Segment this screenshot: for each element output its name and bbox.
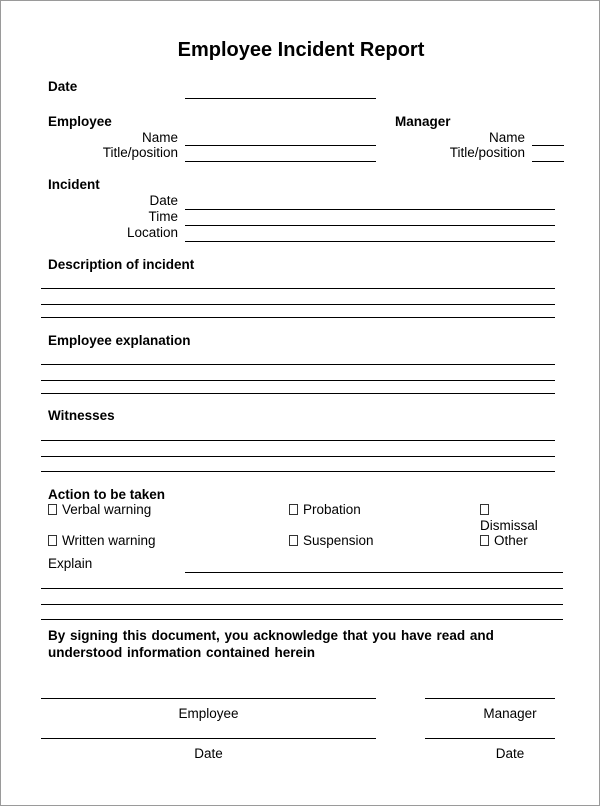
explain-label: Explain bbox=[48, 556, 93, 571]
incident-time-label: Time bbox=[148, 209, 178, 224]
manager-heading: Manager bbox=[395, 114, 451, 129]
employee-name-field[interactable] bbox=[185, 145, 376, 146]
explanation-line[interactable] bbox=[41, 364, 555, 365]
manager-date-line[interactable] bbox=[425, 738, 555, 739]
other-checkbox[interactable]: Other bbox=[480, 533, 528, 549]
checkbox-icon bbox=[48, 504, 57, 515]
witnesses-line[interactable] bbox=[41, 471, 555, 472]
description-line[interactable] bbox=[41, 304, 555, 305]
checkbox-icon bbox=[48, 535, 57, 546]
checkbox-icon bbox=[289, 535, 298, 546]
dismissal-checkbox[interactable]: Dismissal bbox=[480, 502, 538, 534]
employee-heading: Employee bbox=[48, 114, 112, 129]
witnesses-line[interactable] bbox=[41, 456, 555, 457]
date-label: Date bbox=[48, 79, 78, 94]
manager-signature-label: Manager bbox=[483, 706, 537, 721]
explanation-heading: Employee explanation bbox=[48, 333, 191, 348]
action-heading: Action to be taken bbox=[48, 487, 166, 502]
incident-date-field[interactable] bbox=[185, 209, 555, 210]
written-warning-checkbox[interactable]: Written warning bbox=[48, 533, 156, 549]
explain-field[interactable] bbox=[185, 572, 563, 573]
employee-date-line[interactable] bbox=[41, 738, 376, 739]
manager-name-label: Name bbox=[488, 130, 525, 145]
explanation-line[interactable] bbox=[41, 380, 555, 381]
suspension-checkbox[interactable]: Suspension bbox=[289, 533, 374, 549]
manager-title-field[interactable] bbox=[532, 161, 564, 162]
manager-name-field[interactable] bbox=[532, 145, 564, 146]
explain-line[interactable] bbox=[41, 619, 563, 620]
checkbox-icon bbox=[480, 535, 489, 546]
incident-heading: Incident bbox=[48, 177, 100, 192]
verbal-warning-checkbox[interactable]: Verbal warning bbox=[48, 502, 151, 518]
employee-date-label: Date bbox=[194, 746, 223, 761]
date-field[interactable] bbox=[185, 98, 376, 99]
incident-location-label: Location bbox=[126, 225, 178, 240]
incident-time-field[interactable] bbox=[185, 225, 555, 226]
employee-title-field[interactable] bbox=[185, 161, 376, 162]
acknowledgement-text: By signing this document, you acknowledge that you have read and understood information contained herein bbox=[48, 628, 494, 660]
explain-line[interactable] bbox=[41, 588, 563, 589]
explain-line[interactable] bbox=[41, 604, 563, 605]
checkbox-icon bbox=[480, 504, 489, 515]
manager-title-label: Title/position bbox=[449, 145, 525, 160]
manager-signature-line[interactable] bbox=[425, 698, 555, 699]
employee-name-label: Name bbox=[141, 130, 178, 145]
checkbox-icon bbox=[289, 504, 298, 515]
description-line[interactable] bbox=[41, 288, 555, 289]
description-heading: Description of incident bbox=[48, 257, 195, 272]
employee-signature-line[interactable] bbox=[41, 698, 376, 699]
manager-date-label: Date bbox=[495, 746, 525, 761]
incident-location-field[interactable] bbox=[185, 241, 555, 242]
witnesses-line[interactable] bbox=[41, 440, 555, 441]
employee-signature-label: Employee bbox=[178, 706, 239, 721]
incident-date-label: Date bbox=[149, 193, 178, 208]
probation-checkbox[interactable]: Probation bbox=[289, 502, 361, 518]
page-title: Employee Incident Report bbox=[177, 39, 425, 61]
explanation-line[interactable] bbox=[41, 393, 555, 394]
employee-title-label: Title/position bbox=[102, 145, 178, 160]
description-line[interactable] bbox=[41, 317, 555, 318]
witnesses-heading: Witnesses bbox=[48, 408, 115, 423]
